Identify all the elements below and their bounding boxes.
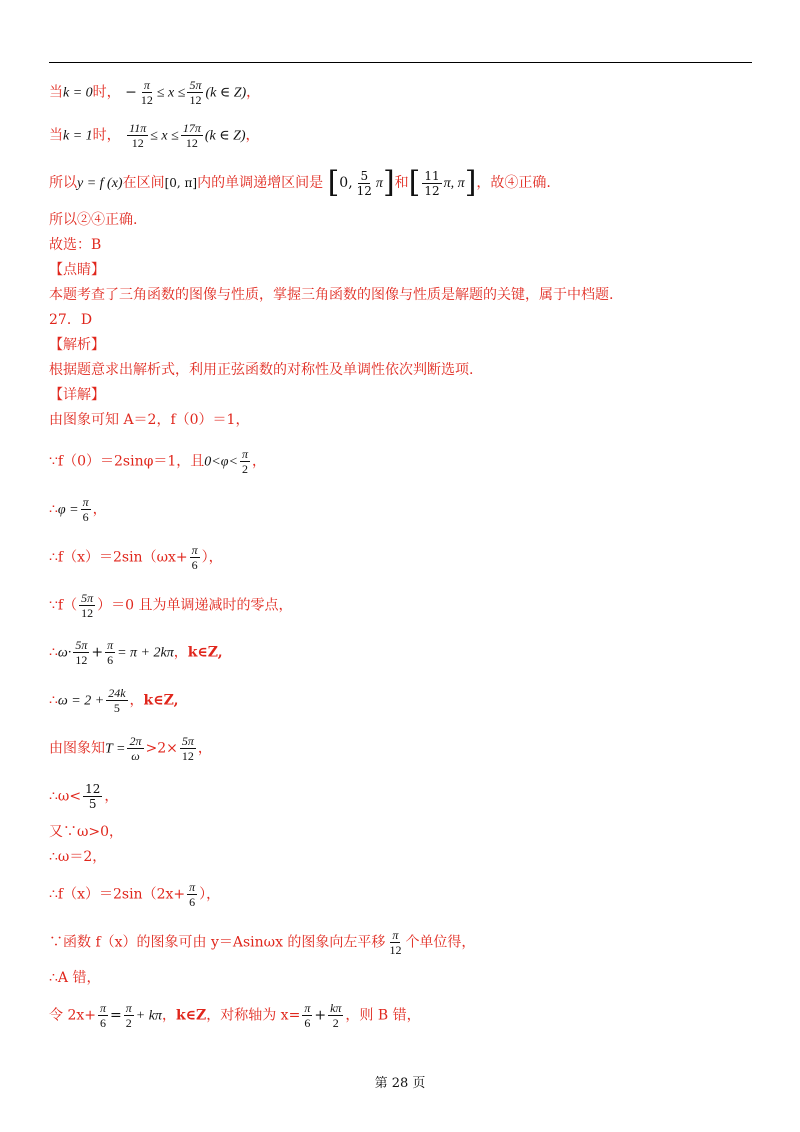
den: 12 (189, 93, 202, 107)
line-increasing-intervals (49, 165, 551, 200)
page-number: 第 28 页 (374, 1076, 426, 1091)
text: 所以②④正确. (49, 212, 138, 228)
num: 5π (189, 78, 202, 92)
text: ， (197, 740, 212, 757)
math: [0, π] (164, 176, 198, 190)
num: 5π (81, 591, 94, 605)
line-4 (49, 210, 137, 230)
fraction (240, 447, 250, 476)
den: 12 (131, 136, 144, 150)
den: 6 (107, 653, 114, 667)
bracket: ] (464, 165, 477, 200)
fraction (302, 1001, 312, 1030)
text: ， (246, 84, 261, 101)
text: k∈Z, (143, 692, 179, 709)
text: 根据题意求出解析式，利用正弦函数的对称性及单调性依次判断选项. (49, 362, 474, 378)
num: 11 (424, 168, 440, 183)
fraction (181, 121, 203, 150)
den: 6 (99, 1016, 106, 1030)
text: 在区间 (122, 175, 165, 191)
text: ）， (199, 886, 221, 903)
den: ω (131, 749, 140, 763)
text: 时， (92, 84, 121, 101)
k-in-z: (k ∈ Z) (205, 85, 247, 101)
den: 6 (82, 510, 89, 524)
line-k1 (49, 121, 260, 150)
den: 12 (185, 136, 198, 150)
section-dianjing (49, 260, 105, 280)
line-k0 (49, 78, 260, 107)
den: 2 (241, 462, 248, 476)
text: ∴ (49, 644, 58, 661)
text: ， (129, 692, 144, 709)
num: π (107, 638, 114, 652)
text: 又∵ω>0， (49, 824, 124, 840)
text: ∴ω＝2， (49, 849, 107, 865)
heading: 【解析】 (49, 337, 105, 353)
num: 5 (360, 168, 369, 183)
num: π (392, 928, 399, 942)
text: 令 2x+ (49, 1007, 96, 1024)
section-xiangjie (49, 385, 105, 405)
den: 12 (424, 183, 440, 198)
text: ∴A 错， (49, 970, 101, 986)
text: ∴ (49, 501, 58, 518)
text: ）＝0 且为单调递减时的零点， (97, 597, 293, 614)
math: 0<φ< (204, 454, 238, 470)
line-13 (49, 447, 266, 476)
fraction (355, 169, 374, 198)
text: ∴ (49, 692, 58, 709)
text: 内的单调递增区间是 (197, 175, 324, 191)
den: 5 (113, 701, 120, 715)
fraction (105, 638, 115, 667)
text: ，对称轴为 x= (206, 1007, 301, 1024)
num: 17π (182, 121, 201, 135)
text: 故选：B (49, 237, 102, 253)
num: 12 (85, 782, 101, 796)
line-5 (49, 235, 101, 255)
num: 5π (181, 734, 194, 748)
fraction (124, 1001, 134, 1030)
line-23 (49, 880, 220, 909)
math: ω· (57, 645, 72, 661)
fraction (106, 686, 127, 715)
text: ，则 B 错， (345, 1007, 421, 1024)
num: 5π (75, 638, 88, 652)
den: 6 (304, 1016, 311, 1030)
den: 6 (189, 895, 196, 909)
line-24 (49, 928, 475, 957)
question-27 (49, 310, 92, 330)
text: 和 (394, 175, 409, 191)
num: 2π (129, 734, 142, 748)
fraction (98, 1001, 108, 1030)
text: ， (104, 788, 119, 805)
text: ， (161, 1007, 176, 1024)
fraction (387, 928, 403, 957)
text: >2× (145, 740, 178, 757)
header-rule (49, 62, 752, 63)
text: ∵函数 f（x）的图象可由 y＝Asinωx 的图象向左平移 (49, 934, 386, 951)
num: kπ (330, 1001, 342, 1015)
line-21 (49, 822, 123, 842)
bracket: [ (327, 165, 340, 200)
fraction (73, 638, 89, 667)
text: 本题考查了三角函数的图像与性质，掌握三角函数的图像与性质是解题的关键，属于中档题. (49, 287, 614, 303)
fraction (139, 78, 155, 107)
math: + (314, 1007, 327, 1024)
math: π, π (443, 176, 465, 191)
text: 时， (92, 127, 121, 144)
line-19 (49, 734, 212, 763)
num: 24k (108, 686, 126, 700)
section-jiexi (49, 335, 105, 355)
line-12 (49, 410, 249, 430)
text: ）， (201, 549, 223, 566)
text: 由图象可知 A＝2，f（0）＝1， (49, 412, 250, 428)
den: 5 (88, 797, 97, 811)
math: φ = (57, 502, 79, 518)
fraction (127, 734, 143, 763)
math: = π + 2kπ (117, 645, 174, 661)
den: 6 (191, 558, 198, 572)
fraction (187, 880, 197, 909)
math: T = (105, 741, 126, 757)
num: π (143, 78, 150, 92)
num: 11π (129, 121, 147, 135)
den: 12 (356, 183, 372, 198)
text: 个单位得， (405, 934, 476, 951)
ineq: ≤ x ≤ (150, 128, 179, 144)
line-14 (49, 495, 107, 524)
fraction (328, 1001, 343, 1030)
text: ， (92, 501, 107, 518)
num: π (241, 447, 248, 461)
den: 2 (332, 1016, 339, 1030)
line-26 (49, 1001, 421, 1030)
line-20 (49, 782, 118, 811)
math: y = f (x) (77, 176, 123, 191)
math: + (91, 644, 104, 661)
math: ω = 2 + (57, 693, 105, 709)
fraction (79, 591, 95, 620)
den: 12 (81, 606, 94, 620)
line-15 (49, 543, 223, 572)
text: ， (245, 127, 260, 144)
minus: − (125, 84, 137, 101)
fraction (422, 169, 441, 198)
heading: 【点睛】 (49, 262, 105, 278)
den: 12 (389, 943, 402, 957)
k-in-z: (k ∈ Z) (204, 128, 246, 144)
text: ， (173, 644, 188, 661)
line-10 (49, 360, 473, 380)
den: 2 (125, 1016, 132, 1030)
text: 所以 (49, 175, 77, 191)
fraction (190, 543, 200, 572)
line-7 (49, 285, 613, 305)
text: k∈Z (175, 1007, 207, 1024)
line-25 (49, 968, 100, 988)
num: π (99, 1001, 106, 1015)
fraction (187, 78, 203, 107)
line-16 (49, 591, 292, 620)
text: 由图象知 (49, 740, 105, 757)
line-17 (49, 638, 223, 667)
text: ∵f（0）＝2sinφ＝1，且 (49, 453, 205, 470)
math: = (110, 1007, 122, 1024)
math: 0, (339, 175, 353, 191)
math-k: k = 1 (63, 128, 93, 144)
heading: 【详解】 (49, 387, 105, 403)
fraction (83, 782, 102, 811)
text: 当 (49, 127, 63, 144)
den: 12 (181, 749, 194, 763)
fraction (180, 734, 196, 763)
fraction (81, 495, 91, 524)
text: k∈Z, (187, 644, 223, 661)
text: ∵f（ (49, 597, 78, 614)
den: 12 (140, 93, 153, 107)
fraction (127, 121, 148, 150)
text: 27．D (49, 312, 93, 328)
text: ∴ω< (49, 788, 82, 805)
den: 12 (75, 653, 88, 667)
text: ∴f（x）＝2sin（ωx+ (49, 549, 188, 566)
ineq: ≤ x ≤ (156, 85, 186, 101)
math: π (375, 176, 383, 191)
text: ， (251, 453, 266, 470)
math-k: k = 0 (63, 85, 93, 101)
line-18 (49, 686, 178, 715)
math: + kπ (135, 1008, 162, 1024)
text: 当 (49, 84, 63, 101)
num: π (191, 543, 198, 557)
text: ，故④正确. (476, 175, 551, 191)
num: π (304, 1001, 311, 1015)
num: π (189, 880, 196, 894)
num: π (125, 1001, 132, 1015)
bracket: ] (382, 165, 395, 200)
text: ∴f（x）＝2sin（2x+ (49, 886, 186, 903)
line-22 (49, 847, 106, 867)
bracket: [ (408, 165, 421, 200)
num: π (82, 495, 89, 509)
